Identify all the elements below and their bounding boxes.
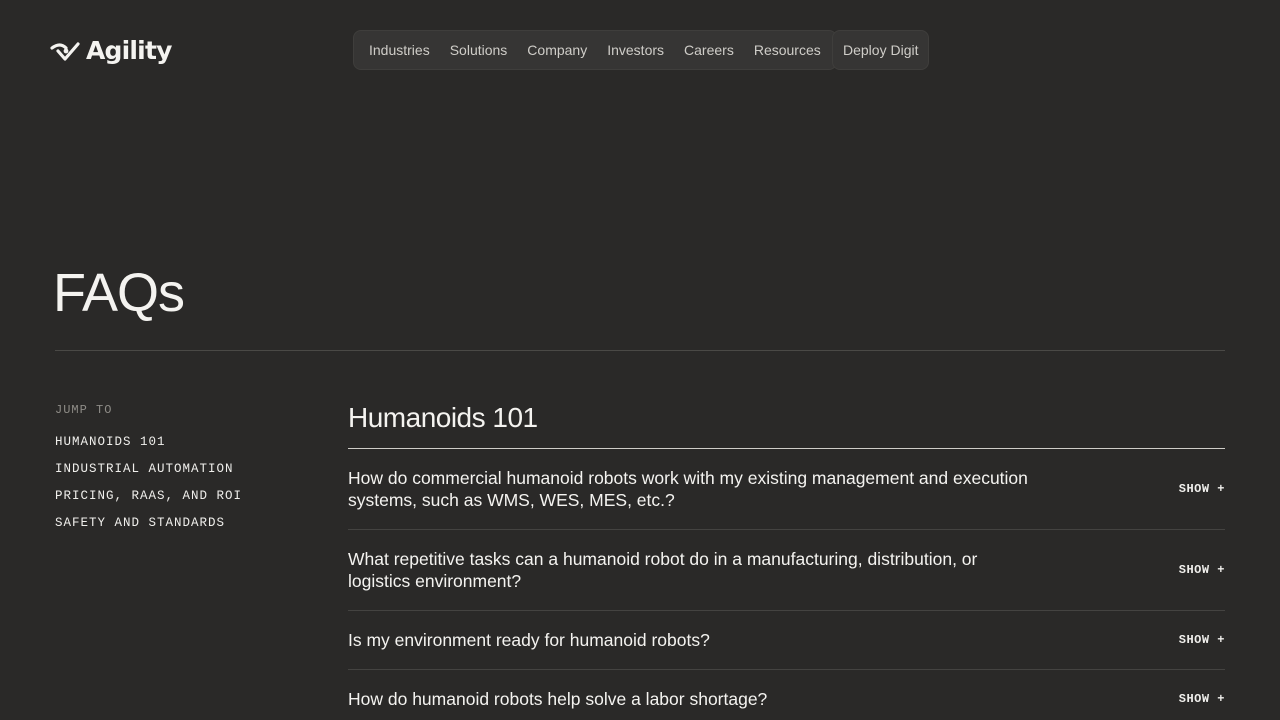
faq-question: How do humanoid robots help solve a labor shortage?: [348, 689, 768, 709]
faq-item[interactable]: [348, 611, 1225, 670]
nav-industries[interactable]: Industries: [369, 42, 430, 58]
faq-question: How do commercial humanoid robots work with my existing management and execution systems, such as WMS, WES, MES, etc.?: [348, 468, 1028, 510]
nav-careers[interactable]: Careers: [684, 42, 734, 58]
jump-to-label: JUMP TO: [55, 403, 113, 417]
jump-to-menu: [55, 403, 242, 537]
faq-show-toggle[interactable]: SHOW +: [1178, 692, 1225, 706]
jump-humanoids-101[interactable]: HUMANOIDS 101: [55, 435, 166, 449]
deploy-digit-button[interactable]: Deploy Digit: [832, 30, 929, 70]
nav-company[interactable]: Company: [527, 42, 588, 58]
agility-logo[interactable]: [50, 36, 172, 65]
faq-show-toggle[interactable]: SHOW +: [1178, 482, 1225, 496]
faq-item[interactable]: [348, 670, 1225, 720]
faq-question: Is my environment ready for humanoid robots?: [348, 630, 710, 650]
jump-safety-standards[interactable]: SAFETY AND STANDARDS: [55, 516, 226, 530]
nav-investors[interactable]: Investors: [607, 42, 665, 58]
section-title: Humanoids 101: [348, 402, 538, 433]
jump-industrial-automation[interactable]: INDUSTRIAL AUTOMATION: [55, 462, 234, 476]
faq-item[interactable]: [348, 449, 1225, 530]
logo-text: Agility: [86, 36, 172, 65]
faq-show-toggle[interactable]: SHOW +: [1178, 633, 1225, 647]
jump-pricing-raas-roi[interactable]: PRICING, RAAS, AND ROI: [55, 489, 243, 503]
faq-item[interactable]: [348, 530, 1225, 611]
faq-question: What repetitive tasks can a humanoid robot do in a manufacturing, distribution, or logistics environment?: [348, 549, 978, 591]
nav-solutions[interactable]: Solutions: [449, 42, 508, 58]
title-divider: [55, 350, 1225, 351]
main-nav: [353, 30, 837, 70]
faq-show-toggle[interactable]: SHOW +: [1178, 563, 1225, 577]
agility-logo-icon: [50, 40, 82, 62]
page-title: FAQs: [53, 263, 185, 323]
nav-resources[interactable]: Resources: [753, 42, 821, 58]
